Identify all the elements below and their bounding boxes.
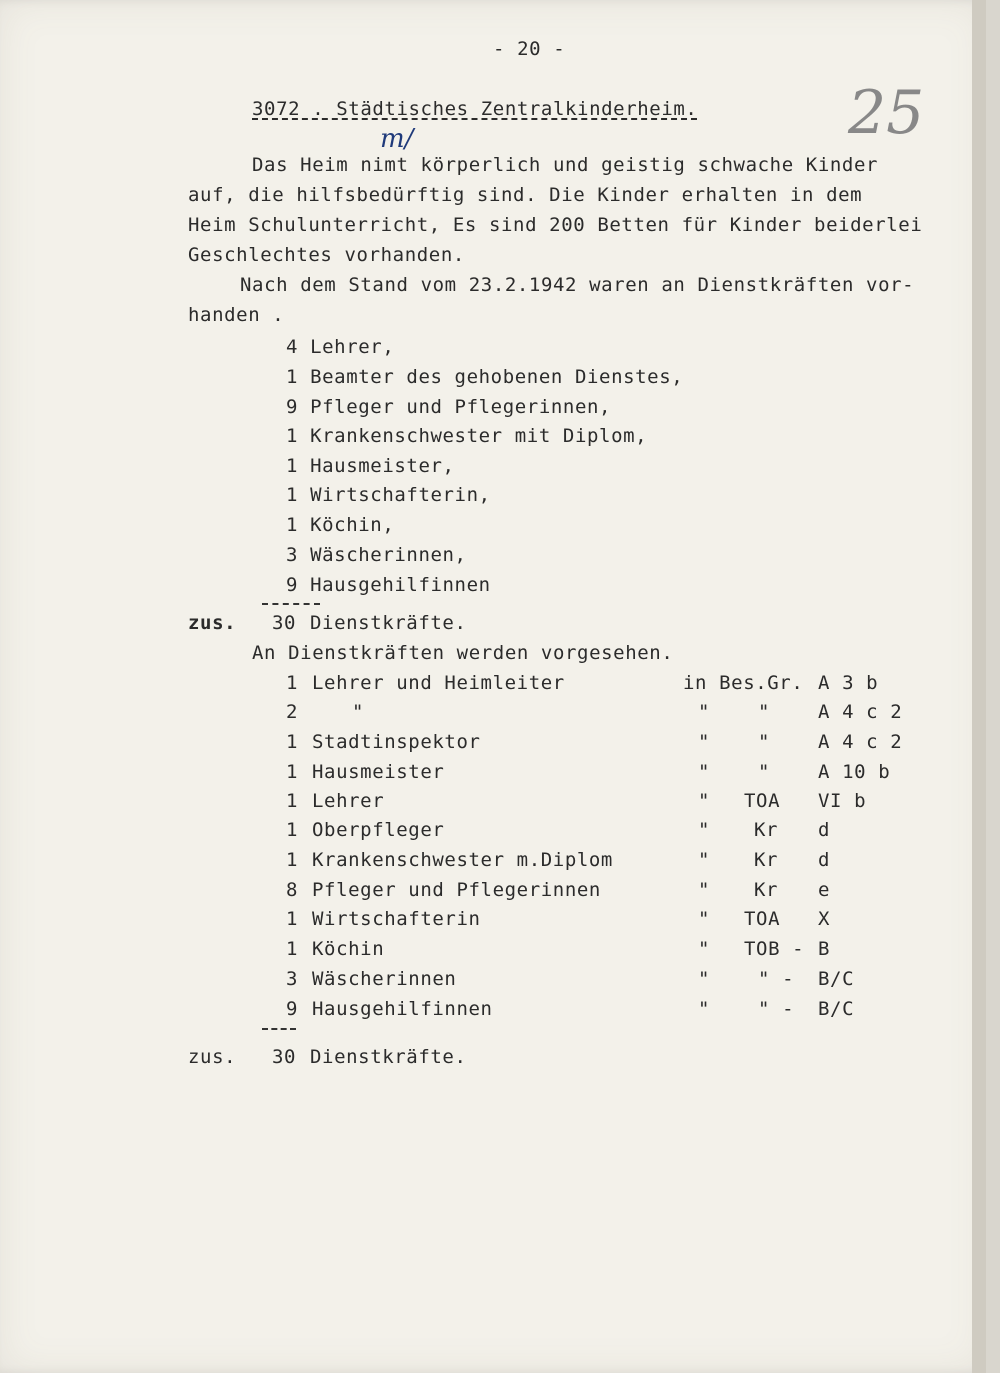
paragraph-line: Das Heim nimt körperlich und geistig schwache Kinder — [252, 154, 879, 176]
sum-rule — [262, 603, 320, 605]
row-role: Hausgehilfinnen — [312, 998, 493, 1020]
status-line: Nach dem Stand vom 23.2.1942 waren an Dienstkräften vor- — [240, 274, 915, 296]
row-role: Lehrer und Heimleiter — [312, 672, 565, 694]
row-group: " — [758, 731, 771, 753]
row-count: 1 — [286, 819, 299, 841]
row-group: " - — [758, 998, 795, 1020]
row-group: " — [758, 761, 771, 783]
row-count: 8 — [286, 879, 299, 901]
correction-mark: m/ — [380, 124, 414, 154]
row-group: Kr — [754, 849, 779, 871]
page-number: - 20 - — [493, 38, 566, 60]
paragraph-line: Geschlechtes vorhanden. — [188, 244, 465, 266]
row-role: Lehrer — [312, 790, 385, 812]
row-count: 1 — [286, 761, 299, 783]
total-text: Dienstkräfte. — [310, 1046, 467, 1068]
row-grade: A 10 b — [818, 761, 891, 783]
paragraph-line: Heim Schulunterricht, Es sind 200 Betten für Kinder beiderlei — [188, 214, 923, 236]
row-grade: A 4 c 2 — [818, 701, 903, 723]
total-count: 30 — [272, 612, 297, 634]
row-grade: d — [818, 819, 831, 841]
row-role: Pfleger und Pflegerinnen — [312, 879, 601, 901]
row-group-prefix: " — [698, 849, 711, 871]
row-role: Krankenschwester m.Diplom — [312, 849, 613, 871]
row-group-prefix: " — [698, 998, 711, 1020]
row-grade: VI b — [818, 790, 867, 812]
row-role: Hausmeister — [312, 761, 445, 783]
row-grade: B — [818, 938, 831, 960]
list-item: 1 Krankenschwester mit Diplom, — [286, 425, 648, 447]
row-group-prefix: " — [698, 761, 711, 783]
status-line: handen . — [188, 304, 285, 326]
row-count: 9 — [286, 998, 299, 1020]
margin-note: 25 — [848, 78, 925, 148]
row-grade: d — [818, 849, 831, 871]
row-role: Wäscherinnen — [312, 968, 457, 990]
planned-intro: An Dienstkräften werden vorgesehen. — [252, 642, 674, 664]
row-count: 2 — [286, 701, 299, 723]
row-group: Kr — [754, 819, 779, 841]
list-item: 1 Hausmeister, — [286, 455, 455, 477]
row-grade: B/C — [818, 968, 855, 990]
row-group-prefix: " — [698, 731, 711, 753]
row-grade: A 4 c 2 — [818, 731, 903, 753]
total-label: zus. — [188, 612, 237, 634]
row-count: 1 — [286, 731, 299, 753]
row-role: Oberpfleger — [312, 819, 445, 841]
row-group-prefix: in Bes.Gr. — [683, 672, 804, 694]
sum-rule — [262, 1028, 296, 1030]
row-grade: A 3 b — [818, 672, 879, 694]
row-group-prefix: " — [698, 968, 711, 990]
list-item: 4 Lehrer, — [286, 336, 395, 358]
total-text: Dienstkräfte. — [310, 612, 467, 634]
row-count: 1 — [286, 938, 299, 960]
row-group: " - — [758, 968, 795, 990]
row-grade: X — [818, 908, 831, 930]
row-group: TOA — [744, 908, 781, 930]
row-role: " — [352, 701, 365, 723]
list-item: 9 Hausgehilfinnen — [286, 574, 491, 596]
row-group-prefix: " — [698, 879, 711, 901]
row-count: 1 — [286, 908, 299, 930]
row-group-prefix: " — [698, 701, 711, 723]
page-edge — [972, 0, 986, 1373]
row-group-prefix: " — [698, 938, 711, 960]
row-group: TOA — [744, 790, 781, 812]
row-role: Köchin — [312, 938, 385, 960]
row-group: Kr — [754, 879, 779, 901]
paragraph-line: auf, die hilfsbedürftig sind. Die Kinder erhalten in dem — [188, 184, 863, 206]
row-group-prefix: " — [698, 819, 711, 841]
section-heading: 3072 . Städtisches Zentralkinderheim. — [252, 98, 698, 120]
list-item: 1 Beamter des gehobenen Dienstes, — [286, 366, 684, 388]
row-group: TOB - — [744, 938, 805, 960]
row-role: Stadtinspektor — [312, 731, 481, 753]
row-role: Wirtschafterin — [312, 908, 481, 930]
total-count: 30 — [272, 1046, 297, 1068]
row-grade: e — [818, 879, 831, 901]
list-item: 1 Wirtschafterin, — [286, 484, 491, 506]
list-item: 1 Köchin, — [286, 514, 395, 536]
row-count: 1 — [286, 672, 299, 694]
row-count: 3 — [286, 968, 299, 990]
row-group-prefix: " — [698, 908, 711, 930]
row-count: 1 — [286, 790, 299, 812]
row-grade: B/C — [818, 998, 855, 1020]
row-group-prefix: " — [698, 790, 711, 812]
list-item: 3 Wäscherinnen, — [286, 544, 467, 566]
row-count: 1 — [286, 849, 299, 871]
list-item: 9 Pfleger und Pflegerinnen, — [286, 396, 612, 418]
total-label: zus. — [188, 1046, 237, 1068]
row-group: " — [758, 701, 771, 723]
